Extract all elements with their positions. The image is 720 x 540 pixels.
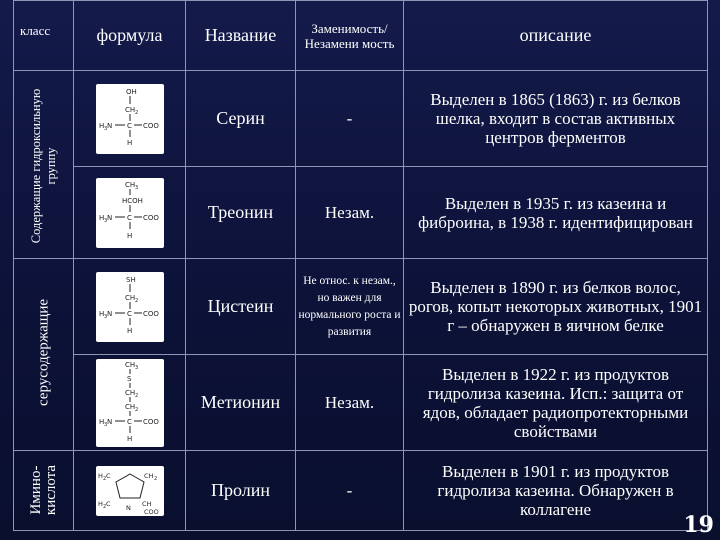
header-description: описание [404,1,708,71]
header-class: класс [14,1,74,71]
table-row [14,355,708,451]
svg-text:N: N [106,121,112,130]
svg-text:N: N [125,503,131,512]
cysteine-structure-icon [96,272,164,342]
description: Выделен в 1890 г. из белков волос, рогов, копыт некоторых животных, 1901 г – обнаружен в яичном белке [404,259,708,355]
svg-text:3: 3 [134,184,138,191]
svg-text:2: 2 [134,109,138,116]
svg-text:H: H [126,138,132,147]
group-imino-cell [14,451,74,531]
svg-text:CH: CH [124,388,135,397]
svg-text:H: H [126,326,132,335]
amino-name: Пролин [186,451,296,531]
header-swap: Заменимость/ Незамени мость [296,1,404,71]
serine-structure-icon [96,84,164,154]
svg-text:2: 2 [134,297,138,304]
svg-text:CH: CH [124,293,135,302]
amino-name: Метионин [186,355,296,451]
svg-text:COO: COO [142,417,159,426]
svg-text:H: H [97,471,103,480]
formula-cell [74,71,186,167]
svg-text:C: C [126,309,132,318]
svg-text:2: 2 [102,475,106,482]
svg-text:SH: SH [125,275,136,284]
amino-name: Цистеин [186,259,296,355]
svg-text:H: H [97,499,103,508]
table-row [14,259,708,355]
svg-text:CH: CH [124,402,135,411]
group-sulfur-cell [14,259,74,451]
svg-text:H: H [126,434,132,443]
table-row [14,71,708,167]
svg-text:2: 2 [134,406,138,413]
group-hydroxyl-cell [14,71,74,259]
swap-value: Не относ. к незам., но важен для нормального роста и развития [296,259,404,355]
description: Выделен в 1922 г. из продуктов гидролиза казеина. Исп.: защита от ядов, обладает радиопротекторными свойствами [404,355,708,451]
svg-text:COO: COO [142,309,159,318]
table-row [14,167,708,259]
header-formula: формула [74,1,186,71]
svg-text:CH: CH [124,360,135,369]
svg-text:N: N [106,309,112,318]
threonine-structure-icon [96,178,164,248]
svg-text:H: H [98,213,104,222]
svg-text:3: 3 [103,125,107,132]
svg-text:3: 3 [134,364,138,371]
svg-text:3: 3 [103,217,107,224]
svg-text:C: C [126,121,132,130]
svg-text:COO: COO [142,121,159,130]
svg-text:H: H [126,231,132,240]
svg-text:2: 2 [102,503,106,510]
svg-text:H: H [98,417,104,426]
swap-value: Незам. [296,355,404,451]
methionine-structure-icon [96,359,164,447]
svg-text:3: 3 [103,421,107,428]
swap-value: - [296,451,404,531]
svg-text:S: S [126,374,131,383]
swap-value: Незам. [296,167,404,259]
svg-text:H: H [98,309,104,318]
svg-text:C: C [126,417,132,426]
svg-text:2: 2 [134,392,138,399]
svg-text:COO: COO [142,213,159,222]
svg-text:N: N [106,417,112,426]
swap-value: - [296,71,404,167]
proline-structure-icon [96,466,164,516]
svg-text:OH: OH [125,87,137,96]
amino-name: Треонин [186,167,296,259]
page-number: 19 [683,512,714,538]
svg-text:CH: CH [143,471,153,480]
header-name: Название [186,1,296,71]
formula-cell [74,451,186,531]
description: Выделен в 1935 г. из казеина и фиброина, в 1938 г. идентифицирован [404,167,708,259]
svg-text:3: 3 [103,313,107,320]
description: Выделен в 1865 (1863) г. из белков шелка, входит в состав активных центров ферментов [404,71,708,167]
description: Выделен в 1901 г. из продуктов гидролиза казеина. Обнаружен в коллагене [404,451,708,531]
svg-text:CH: CH [141,499,151,508]
group-imino-label: Имино-кислота [28,464,59,516]
svg-text:CH: CH [124,105,135,114]
svg-text:CH: CH [124,180,135,189]
svg-text:N: N [106,213,112,222]
amino-acid-table [13,0,708,531]
svg-text:H: H [98,121,104,130]
table-row [14,451,708,531]
group-sulfur-label: серусодержащие [35,298,52,407]
svg-text:C: C [126,213,132,222]
svg-text:C: C [105,471,111,480]
svg-text:2: 2 [153,475,157,482]
svg-text:HCOH: HCOH [121,196,143,205]
amino-name: Серин [186,71,296,167]
formula-cell [74,355,186,451]
svg-text:C: C [105,499,111,508]
svg-text:COO: COO [143,507,159,516]
header-row [14,1,708,71]
formula-cell [74,167,186,259]
group-hydroxyl-label: Содержащие гидроксильную группу [29,88,58,244]
formula-cell [74,259,186,355]
